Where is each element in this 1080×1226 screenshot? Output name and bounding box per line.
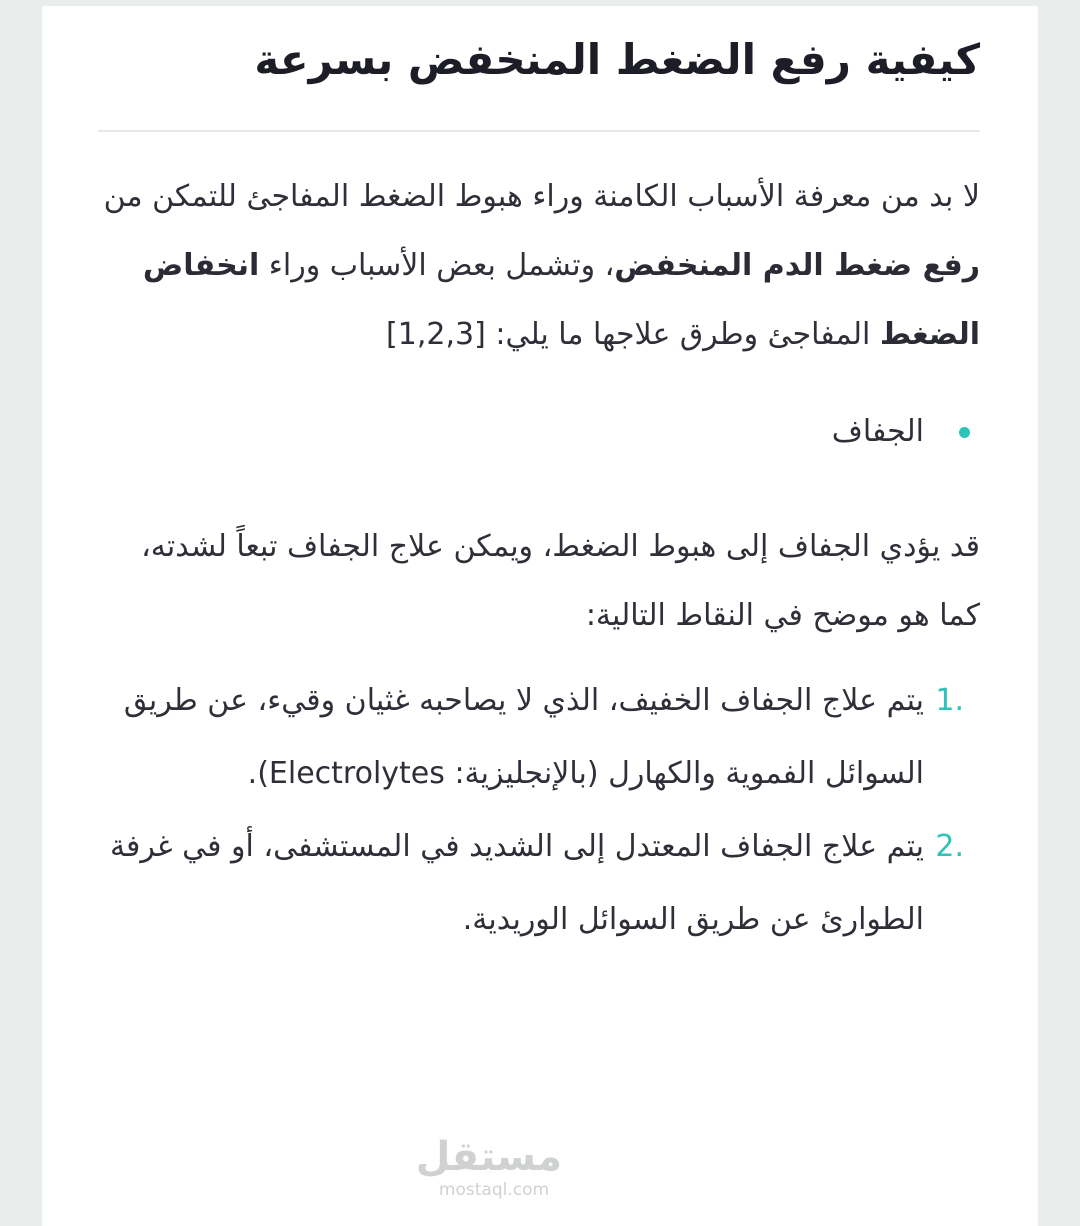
bullet-label: الجفاف [831,414,924,449]
step-number: 2. [935,829,964,864]
bullet-item-dehydration [98,397,980,466]
intro-bold-2: انخفاض الضغط [142,248,980,352]
step-text: يتم علاج الجفاف المعتدل إلى الشديد في المستشفى، أو في غرفة الطوارئ عن طريق السوائل الوريدية. [109,829,924,937]
step-text: يتم علاج الجفاف الخفيف، الذي لا يصاحبه غثيان وقيء، عن طريق السوائل الفموية والكهارل (بالإنجليزية: Electrolytes). [123,683,924,791]
watermark-logo [415,1134,562,1200]
intro-paragraph [98,156,980,369]
step-item-1 [98,664,980,810]
bullet-dot-icon [959,427,970,438]
watermark-arabic: مستقل [415,1134,562,1180]
article-title: كيفية رفع الضغط المنخفض بسرعة [254,35,980,84]
intro-text-2: ، وتشمل بعض الأسباب وراء [259,248,615,283]
title-divider [98,130,980,132]
dehydration-paragraph: قد يؤدي الجفاف إلى هبوط الضغط، ويمكن علاج الجفاف تبعاً لشدته، كما هو موضح في النقاط التالية: [141,529,980,633]
step-item-2 [98,810,980,956]
causes-list [98,397,980,466]
intro-text-1: لا بد من معرفة الأسباب الكامنة وراء هبوط الضغط المفاجئ للتمكن من [103,179,980,214]
article-content [98,6,980,956]
intro-bold-1: رفع ضغط الدم المنخفض [614,248,980,283]
watermark-latin: mostaql.com [438,1180,550,1200]
step-number: 1. [935,683,964,718]
intro-text-3: المفاجئ وطرق علاجها ما يلي: [1,2,3] [386,317,880,352]
treatment-steps [98,664,980,956]
article-card [42,6,1038,1226]
